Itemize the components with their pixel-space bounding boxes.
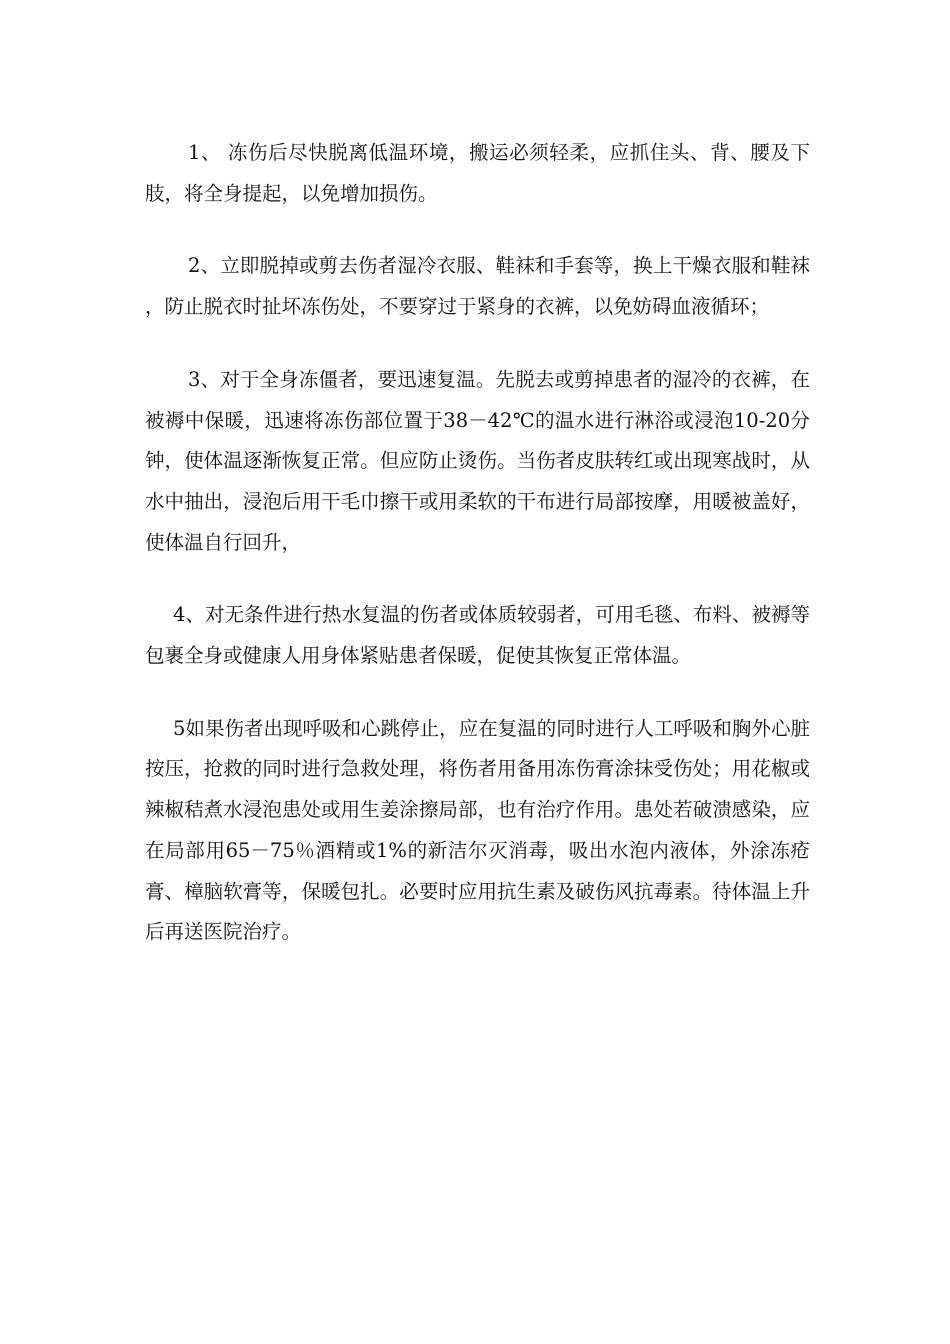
paragraph-3: 3、对于全身冻僵者，要迅速复温。先脱去或剪掉患者的湿冷的衣裤，在被褥中保暖，迅速将冻伤部位置于38－42℃的温水进行淋浴或浸泡10-20分钟，使体温逐渐恢复正常。但应防止烫伤。当伤者皮肤转红或出现寒战时，从水中抽出，浸泡后用干毛巾擦干或用柔软的干布进行局部按摩，用暖被盖好，使体温自行回升，	[145, 367, 810, 554]
document-body	[145, 133, 810, 953]
paragraph-1: 1、 冻伤后尽快脱离低温环境，搬运必须轻柔，应抓住头、背、腰及下肢，将全身提起，以免增加损伤。	[145, 141, 810, 205]
paragraph-4: 4、对无条件进行热水复温的伤者或体质较弱者，可用毛毯、布料、被褥等包裹全身或健康人用身体紧贴患者保暖，促使其恢复正常体温。	[145, 603, 810, 668]
paragraph-5: 5如果伤者出现呼吸和心跳停止，应在复温的同时进行人工呼吸和胸外心脏按压，抢救的同时进行急救处理，将伤者用备用冻伤膏涂抹受伤处；用花椒或辣椒秸煮水浸泡患处或用生姜涂擦局部，也有治疗作用。患处若破溃感染，应在局部用65－75％酒精或1%的新洁尔灭消毒，吸出水泡内液体，外涂冻疮膏、樟脑软膏等，保暖包扎。必要时应用抗生素及破伤风抗毒素。待体温上升后再送医院治疗。	[145, 716, 810, 944]
paragraph-2: 2、立即脱掉或剪去伤者湿冷衣服、鞋袜和手套等，换上干燥衣服和鞋袜，防止脱衣时扯坏冻伤处，不要穿过于紧身的衣裤，以免妨碍血液循环；	[145, 254, 810, 319]
